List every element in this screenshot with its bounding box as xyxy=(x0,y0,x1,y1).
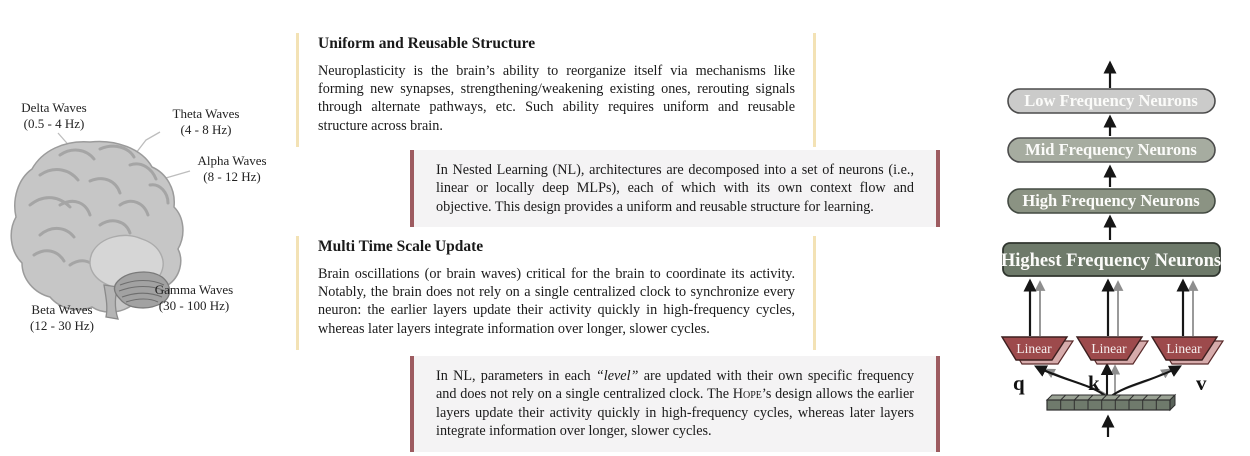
wave-range: (0.5 - 4 Hz) xyxy=(23,116,85,131)
wave-range: (8 - 12 Hz) xyxy=(203,169,261,184)
linear-label: Linear xyxy=(1016,341,1052,356)
layer-low-frequency xyxy=(1008,89,1215,113)
callout-text: In Nested Learning (NL), architectures are decomposed into a set of neurons (i.e., linear or locally deep MLPs), each of which with its own context flow and objective. This design provides a uniform and reusable structure for learning. xyxy=(436,162,914,215)
callout-nested-learning xyxy=(410,150,940,227)
label-k: k xyxy=(1088,371,1100,395)
linear-block-k xyxy=(1077,337,1148,364)
wave-label-gamma xyxy=(144,282,244,314)
layer-label: Low Frequency Neurons xyxy=(1024,91,1198,110)
layer-highest-frequency xyxy=(1001,243,1221,276)
wave-name: Delta Waves xyxy=(21,100,87,115)
layer-label: Highest Frequency Neurons xyxy=(1000,251,1222,271)
layer-mid-frequency xyxy=(1008,138,1215,162)
label-q: q xyxy=(1013,371,1025,395)
linear-label: Linear xyxy=(1166,341,1202,356)
brain-panel xyxy=(0,0,290,456)
linear-block-v xyxy=(1152,337,1223,364)
wave-label-alpha xyxy=(186,153,278,185)
callout-text xyxy=(436,367,914,441)
layer-label: Mid Frequency Neurons xyxy=(1025,140,1197,159)
callout-text-part3: ’s design allows the earlier layers update their activity quickly in high-frequency cycles, whereas later layers integrate information over longer, slower cycles. xyxy=(436,386,914,440)
wave-label-theta xyxy=(158,106,254,138)
wave-label-beta xyxy=(14,302,110,334)
section-uniform-structure xyxy=(296,33,816,147)
callout-text-smallcaps: Hope xyxy=(732,386,762,403)
wave-range: (12 - 30 Hz) xyxy=(30,318,94,333)
layer-high-frequency xyxy=(1008,189,1215,213)
label-v: v xyxy=(1196,371,1207,395)
wave-name: Theta Waves xyxy=(172,106,240,121)
wave-name: Alpha Waves xyxy=(197,153,267,168)
wave-label-delta xyxy=(8,100,100,132)
section-title: Uniform and Reusable Structure xyxy=(318,35,536,52)
linear-label: Linear xyxy=(1091,341,1127,356)
qkv-fan-arrows xyxy=(1037,366,1179,397)
wave-name: Beta Waves xyxy=(31,302,93,317)
projection-arrows xyxy=(1030,282,1193,336)
network-diagram xyxy=(985,40,1250,450)
token-bar xyxy=(1047,395,1175,410)
section-body: Neuroplasticity is the brain’s ability to reorganize itself via mechanisms like forming new synapses, strengthening/weakening existing ones, rerouting signals through alternate pathways, etc. Such ability requires uniform and reusable structure across brain. xyxy=(318,63,795,134)
callout-text-part2: are updated with their own specific frequency and does not rely on a single centralized clock. The xyxy=(436,368,914,403)
section-body: Brain oscillations (or brain waves) critical for the brain to coordinate its activity. Notably, the brain does not rely on a single centralized clock to synchronize every neuron: the earlier layers update their activity quickly in high-frequency cycles, whereas later layers integrate information over longer, slower cycles. xyxy=(318,266,795,337)
wave-range: (30 - 100 Hz) xyxy=(158,298,230,313)
layer-label: High Frequency Neurons xyxy=(1022,191,1200,210)
callout-hope-design xyxy=(410,356,940,452)
section-multi-time-scale xyxy=(296,236,816,350)
wave-range: (4 - 8 Hz) xyxy=(180,122,232,137)
callout-text-part1: In NL, parameters in each xyxy=(436,368,596,384)
section-title: Multi Time Scale Update xyxy=(318,238,484,255)
linear-block-q xyxy=(1002,337,1073,364)
callout-text-emphasis: “level” xyxy=(595,368,639,384)
wave-name: Gamma Waves xyxy=(154,282,234,297)
